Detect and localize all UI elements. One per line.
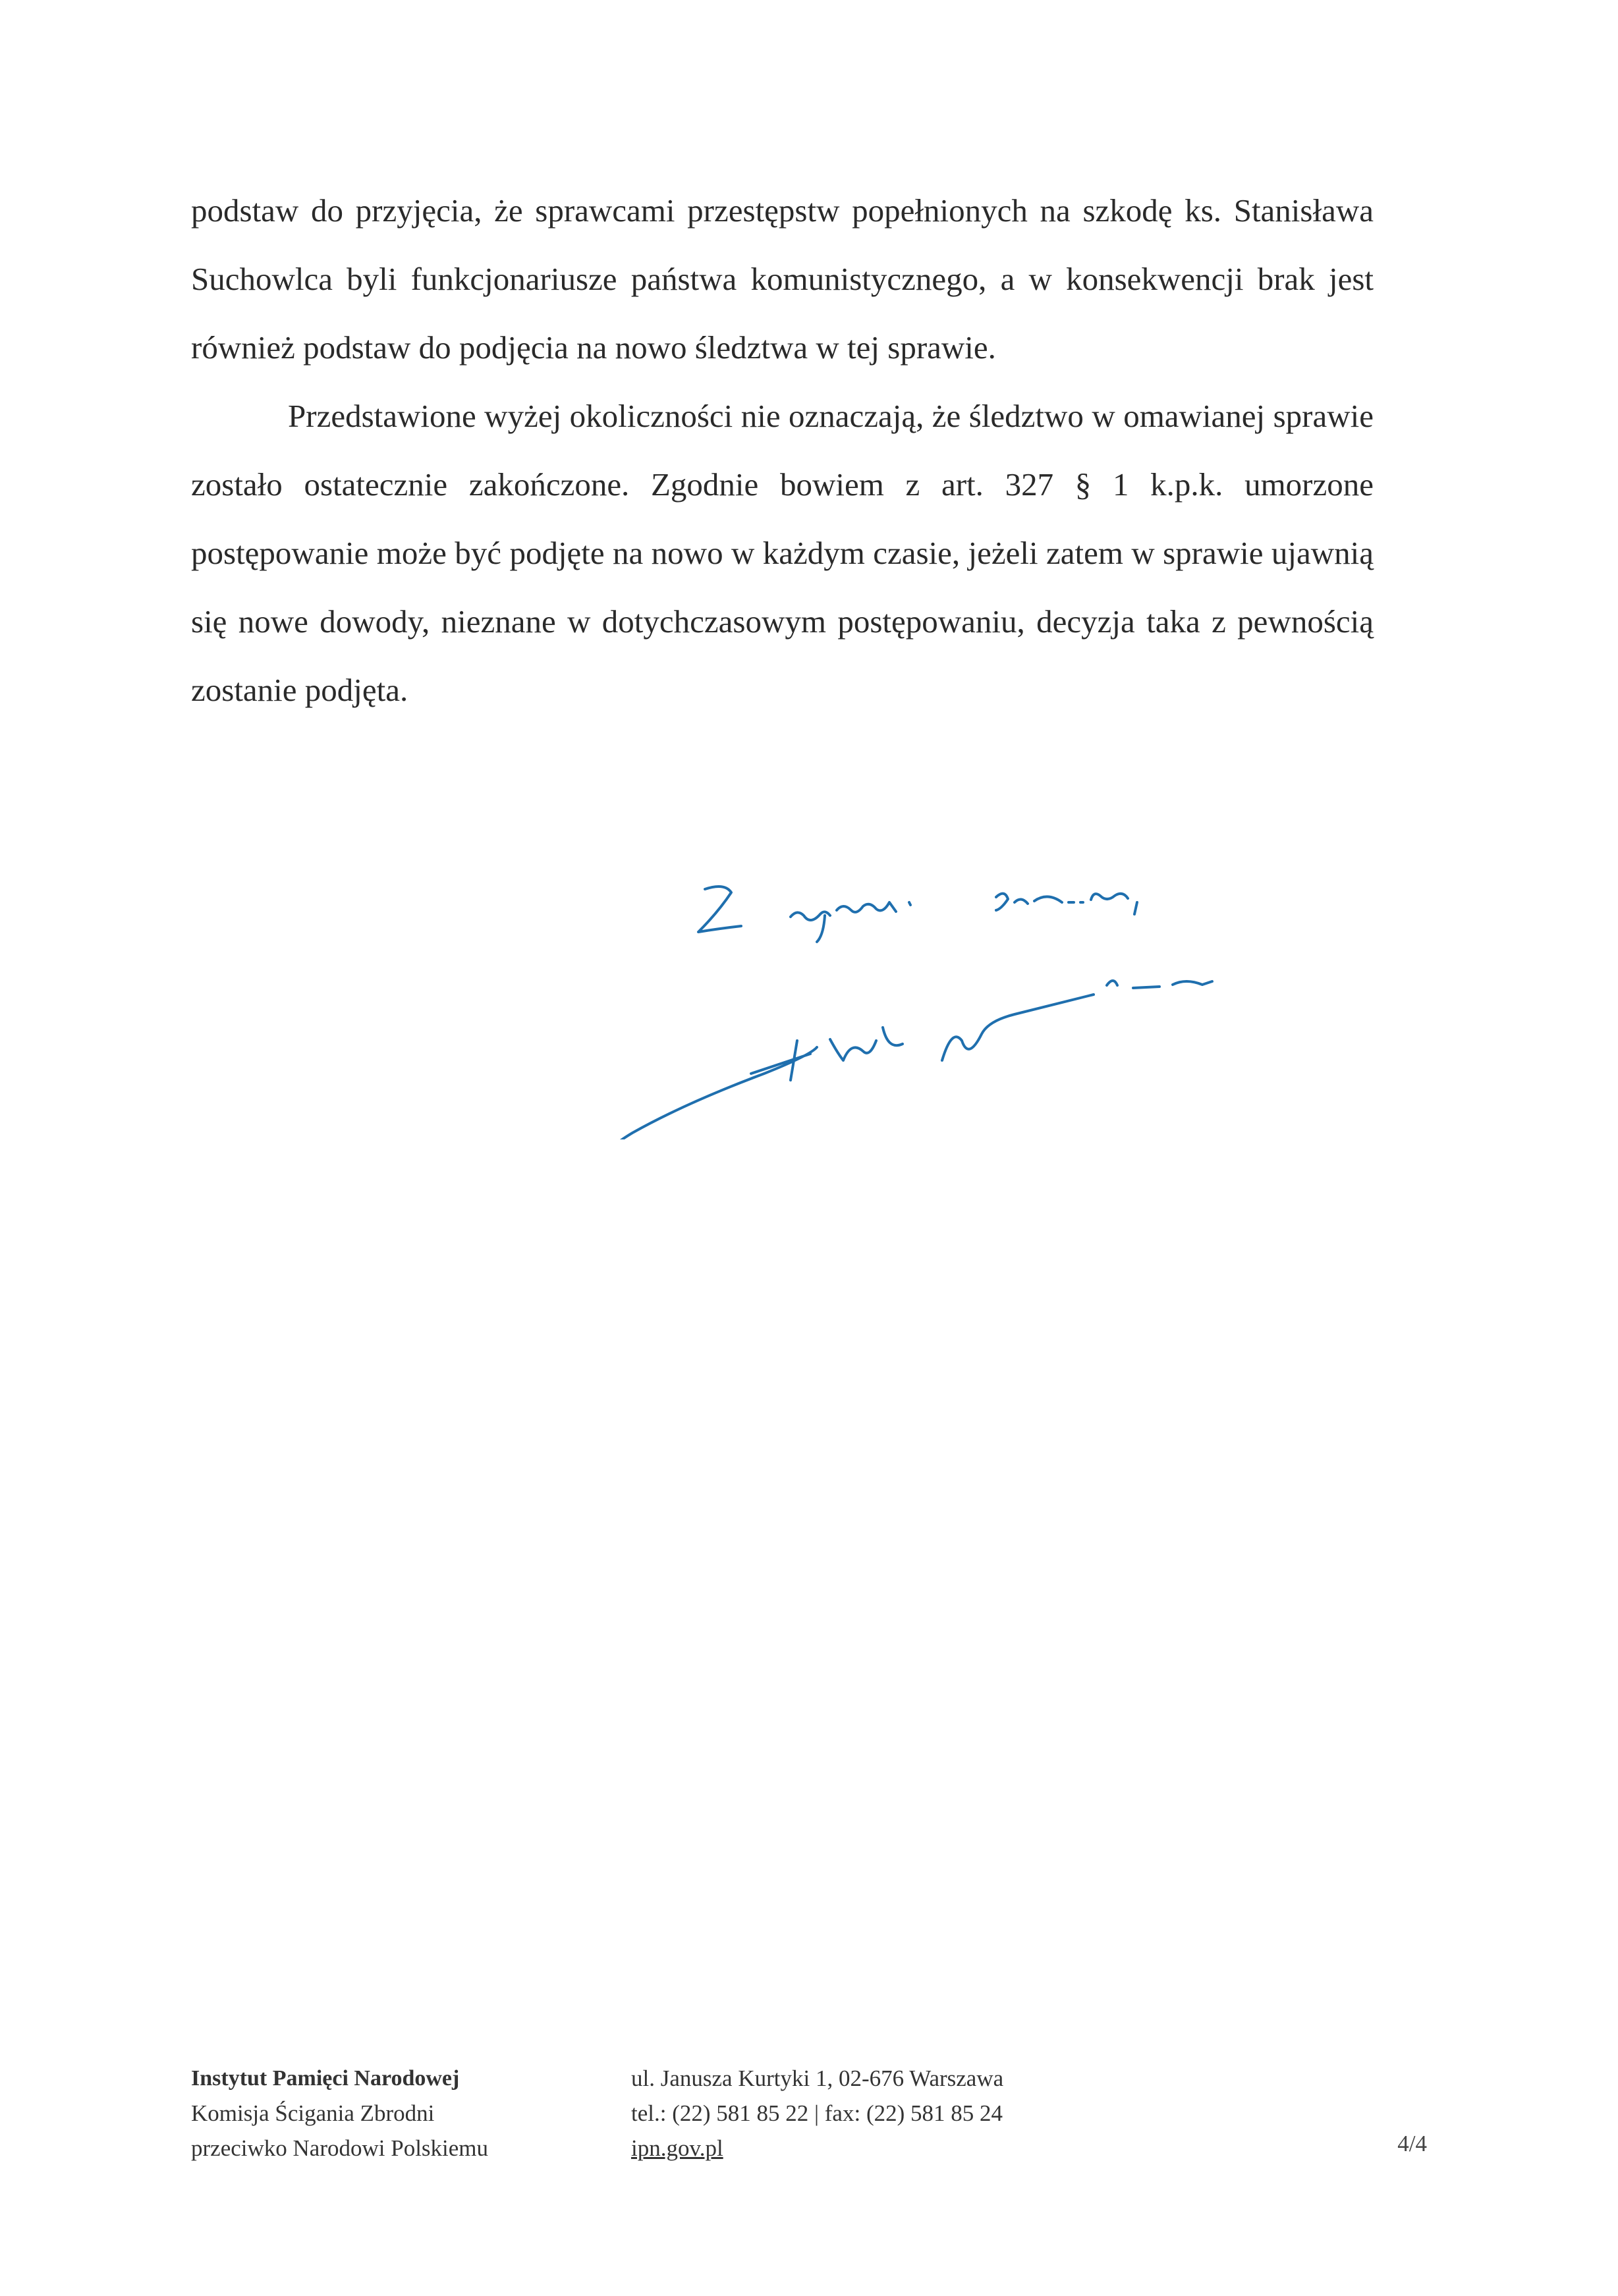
footer-contact-block [631, 2061, 1003, 2166]
footer-organization-name: Instytut Pamięci Narodowej [191, 2066, 460, 2091]
paragraph-conclusion: podstaw do przyjęcia, że sprawcami przestępstw popełnionych na szkodę ks. Stanisława Suchowlca byli funkcjonariusze państwa komunistycznego, a w konsekwencji brak jest również podstaw do podjęcia na nowo śledztwa w tej sprawie. [191, 192, 1374, 366]
page-number: 4/4 [1397, 2131, 1427, 2156]
footer-address: ul. Janusza Kurtyki 1, 02-676 Warszawa [631, 2065, 1004, 2091]
handwritten-signature [593, 863, 1252, 1139]
footer-organization-block [191, 2061, 488, 2166]
footer-commission-line2: przeciwko Narodowi Polskiemu [191, 2135, 489, 2161]
footer-commission-line1: Komisja Ścigania Zbrodni [191, 2100, 435, 2126]
footer-website-link[interactable]: ipn.gov.pl [631, 2135, 723, 2161]
footer-phone-fax: tel.: (22) 581 85 22 | fax: (22) 581 85 24 [631, 2100, 1003, 2126]
letter-body [191, 177, 1374, 724]
paragraph-reopening: Przedstawione wyżej okoliczności nie oznaczają, że śledztwo w omawianej sprawie zostało ostatecznie zakończone. Zgodnie bowiem z art. 327 § 1 k.p.k. umorzone postępowanie może być podjęte na nowo w każdym czasie, jeżeli zatem w sprawie ujawnią się nowe dowody, nieznane w dotychczasowym postępowaniu, decyzja taka z pewnością zostanie podjęta. [191, 398, 1374, 708]
